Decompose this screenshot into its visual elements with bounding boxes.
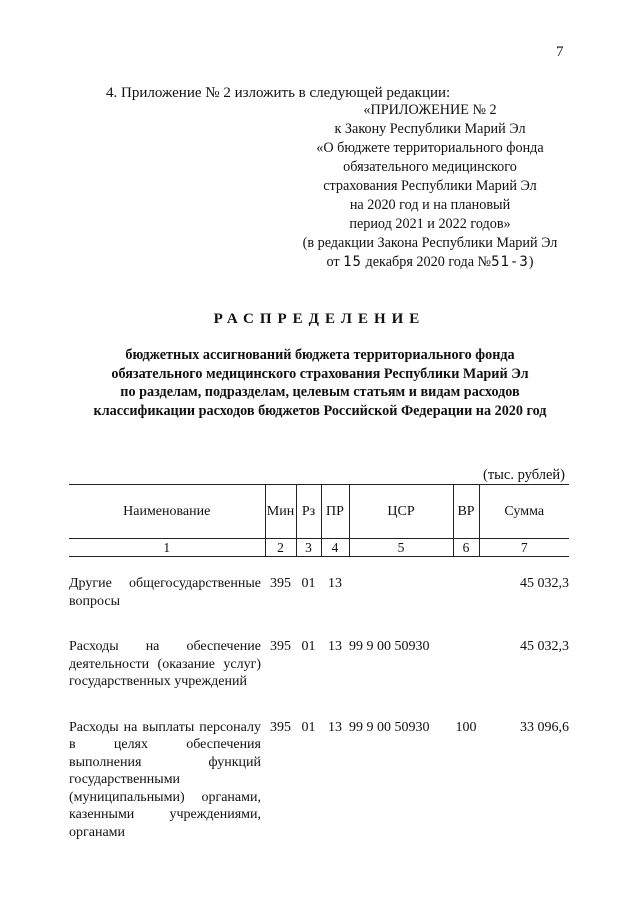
appendix-line: «ПРИЛОЖЕНИЕ № 2 — [363, 102, 497, 118]
appendix-line: «О бюджете территориального фонда — [316, 140, 544, 156]
amendment-day: 15 — [343, 254, 362, 270]
table-header-row — [69, 485, 569, 539]
row-rz: 01 — [301, 719, 316, 735]
row-min: 395 — [270, 576, 291, 591]
appendix-attribution — [280, 101, 580, 272]
header-sum: Сумма — [479, 485, 569, 539]
amendment-line — [280, 253, 580, 272]
subtitle-line: бюджетных ассигнований бюджета территориального фонда — [125, 347, 515, 363]
table-row — [69, 575, 569, 610]
amendment-prefix: от — [326, 254, 340, 270]
subtitle-line: классификации расходов бюджетов Российской Федерации на 2020 год — [93, 402, 547, 419]
column-number: 6 — [453, 539, 479, 557]
row-vr — [453, 638, 479, 691]
column-number: 3 — [296, 539, 321, 557]
column-number: 7 — [479, 539, 569, 557]
table-row — [69, 638, 569, 691]
budget-table — [69, 484, 569, 841]
row-sum: 45 032,3 — [520, 639, 569, 654]
document-heading: РАСПРЕДЕЛЕНИЕ — [213, 311, 426, 327]
column-number: 2 — [265, 539, 296, 557]
row-name: Расходы на выплаты персоналу в целях обеспечения выполнения функций государственными (муниципальными) органами, казенными учреждениями, органами — [69, 719, 261, 840]
appendix-line: период 2021 и 2022 годов» — [349, 216, 511, 232]
table-row — [69, 719, 569, 842]
appendix-line: страхования Республики Марий Эл — [323, 178, 537, 194]
appendix-line: к Закону Республики Марий Эл — [334, 121, 526, 137]
row-min: 395 — [270, 719, 291, 735]
header-name: Наименование — [69, 485, 265, 539]
row-vr: 100 — [455, 719, 477, 735]
header-min: Мин — [265, 485, 296, 539]
row-rz: 01 — [301, 639, 316, 654]
subtitle-line: по разделам, подразделам, целевым статьям и видам расходов — [120, 384, 520, 400]
row-name: Расходы на обеспечение деятельности (оказание услуг) государственных учреждений — [69, 639, 261, 689]
row-pr: 13 — [328, 639, 342, 654]
row-csr: 99 9 00 50930 — [349, 639, 430, 654]
header-rz: Рз — [296, 485, 321, 539]
column-number: 1 — [69, 539, 265, 557]
document-subtitle — [60, 346, 580, 420]
row-pr: 13 — [328, 719, 342, 735]
appendix-line: (в редакции Закона Республики Марий Эл — [302, 235, 558, 251]
subtitle-line: обязательного медицинского страхования Республики Марий Эл — [111, 365, 529, 382]
row-csr — [349, 575, 453, 610]
row-min: 395 — [270, 639, 291, 654]
column-number: 4 — [321, 539, 349, 557]
header-pr: ПР — [321, 485, 349, 539]
amendment-close: ) — [528, 254, 534, 270]
amendment-number: 51-З — [491, 254, 529, 270]
page-number: 7 — [556, 44, 564, 60]
row-rz: 01 — [301, 576, 316, 591]
row-csr: 99 9 00 50930 — [349, 719, 430, 735]
units-label: (тыс. рублей) — [483, 467, 565, 483]
intro-paragraph: 4. Приложение № 2 изложить в следующей редакции: — [106, 85, 451, 101]
header-csr: ЦСР — [349, 485, 453, 539]
appendix-line: обязательного медицинского — [343, 159, 517, 175]
row-vr — [453, 575, 479, 610]
row-pr: 13 — [328, 576, 342, 591]
amendment-month-year: декабря 2020 года № — [365, 254, 492, 270]
header-vr: ВР — [453, 485, 479, 539]
row-name: Другие общегосударственные вопросы — [69, 576, 261, 609]
column-number: 5 — [349, 539, 453, 557]
appendix-line: на 2020 год и на плановый — [349, 197, 511, 213]
row-sum: 33 096,6 — [520, 719, 569, 735]
row-sum: 45 032,3 — [520, 576, 569, 591]
column-number-row — [69, 539, 569, 557]
